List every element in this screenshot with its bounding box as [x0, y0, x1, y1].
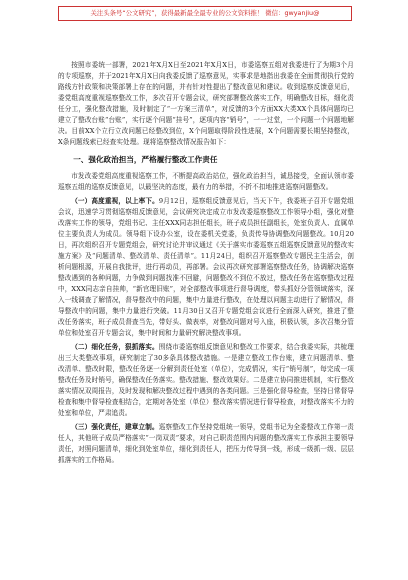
item-1-paragraph [58, 196, 354, 339]
item-3-paragraph [58, 422, 354, 466]
item-2-paragraph [58, 342, 354, 419]
item-1-lead: （一）高度重视，以上率下。 [71, 197, 159, 205]
wechat-banner: 关注头条号“公文研究”，获得最新最全最专业的公文资料推！ 微信：gwyanjiu@ [58, 6, 352, 21]
item-2-lead: （二）细化任务，狠抓落实。 [71, 343, 159, 351]
item-1-body: 9月12日，巡察组反馈意见后，当天下午，我委班子召开专题党组会议，迅速学习贯彻巡察组反馈意见，会议研究决定成立市发改委巡察整改工作领导小组，强化对整改落实工作的领导，党组书记、主任XXX同志担任组长，班子成员担任副组长，处室负责人、直属单位主要负责人为成员。领导组下设办公室，设在委机关党委，负责传导协调整改问题整改。10月20日，再次组织召开专题党组会，研究讨论并审议通过《关于落实市委巡察五组巡察反馈意见的整改实施方案》及“问题清单、整改清单、责任清单”。11月24日，组织召开巡察整改专题民主生活会，剖析问题根源，开展自我批评，进行再动员，再部署。会议再次研究部署巡察整改任务，协调解决巡察整改遇到的各种问题，力争做到问题找准不回避，问题整改不到位不放过，整改任务在巡察整改过程中，XXX同志亲自挂帅，“新官理旧账”，对全部整改事项进行督导调度，带头抓好分管领域落实，深入一线调查了解情况，督导整改中的问题，集中力量进行整改，在处理以问题主动进行了解情况，督导整改中的问题，集中力量进行突破。11月30日又召开专题党组会议进行全面深入研究，推进了整改任务落实，班子成员督查当先，带好头、做表率，对整改问题对号入座，积极认领，多次召集分管单位和处室召开专题会议，集中时间和力量研究解决整改事项。 [58, 197, 354, 337]
item-3-body: 巡察整改工作坚持党组统一领导，党组书记为全委整改工作第一责任人，其他班子成员严格落实“一岗双责”要求，对自己职责范围内问题的整改落实工作承担主要领导责任，对照问题清单，细化到处室单位，细化到责任人，把压力传导到一线，形成一级抓一级、层层抓落实的工作格局。 [58, 423, 354, 464]
item-3-lead: （三）强化责任，建章立制。 [71, 423, 159, 431]
document-body [58, 60, 354, 466]
intro-paragraph: 按照市委统一部署，2021年X月X日至2021年X月X日，市委巡察五组对我委进行了为期3个月的专项巡察，并于2021年X月X日向我委反馈了巡察意见，实事求是地指出我委在全面贯彻执行党的路线方针政策和决策部署上存在的问题，并有针对性提出了整改意见和建议。收到巡察反馈意见后，委党组高度重视巡察整改工作，多次召开专题会议，研究部署整改落实工作，明确整改目标，细化责任分工，强化整改措施，及时制定了“一方案三清单”，对反馈的3个方面XX大类XX个具体问题均已建立了整改台账“台账”，实行逐个问题“挂号”，逐项内容“销号”，一一过堂，一个问题一个问题地解决。目前XX个立行立改问题已经整改到位，X个问题取得阶段性进展，X个问题需要长期坚持整改，X条问题线索已经查实处理。现将巡察整改情况报告如下： [58, 61, 354, 146]
section-1-heading: 一、强化政治担当，严格履行整改工作责任 [73, 155, 218, 164]
item-2-body: 围绕市委巡察组反馈意见和整改工作要求，结合我委实际，共梳理出三大类整改事项，研究制定了30多条具体整改措施。一是建立整改工作台账，建立问题清单、整改清单、整改时限，整改任务逐一分解到责任处室（单位），完成情况，实行“销号制”，每完成一项整改任务及时销号，确保整改任务落实。整改措施、整改效果好。二是建立协同推进机制，实行整改落实情况双周报告，及时发现和解决整改过程中遇到的各类问题。三是强化督导检查，坚持日常督导检查和集中督导检查相结合，定期对各处室（单位）整改落实情况进行督导检查，对整改落实不力的处室和单位，严肃追责。 [58, 343, 354, 417]
section-1-paragraph: 市发改委党组高度重视巡察工作，不断提高政治站位，强化政治担当，诚恳接受，全面认领市委巡察五组的巡察反馈意见，以最坚决的态度，最有力的举措，不折不扣地推进巡察问题整改。 [58, 172, 354, 191]
